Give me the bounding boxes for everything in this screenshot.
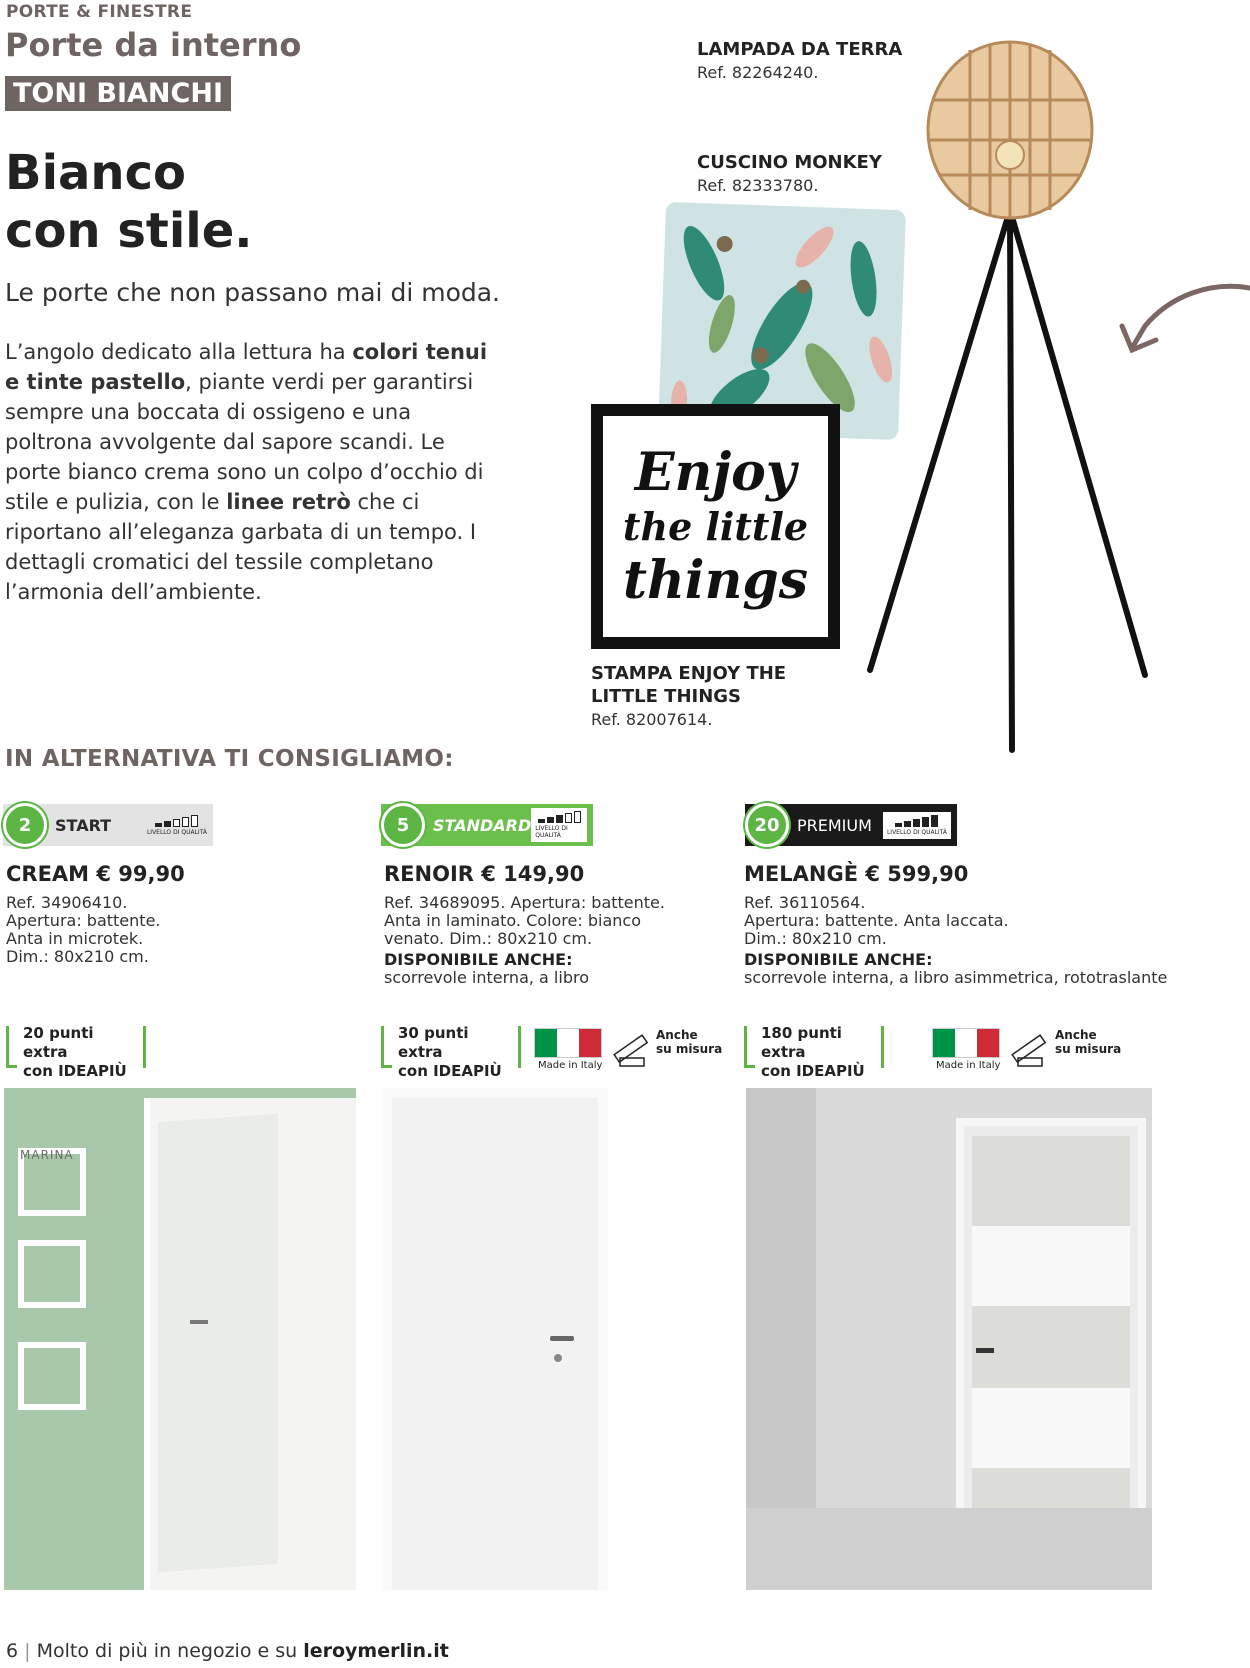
tier-badge-start (3, 804, 213, 846)
category-label: PORTE & FINESTRE (6, 2, 193, 22)
door-specs (744, 894, 1167, 987)
also-available-text: scorrevole interna, a libro asimmetrica, rototraslante (744, 968, 1168, 987)
body-bold-2: linee retrò (226, 490, 351, 514)
custom-size-l2: su misura (1055, 1042, 1122, 1056)
body-bold-1: colori tenui e tinte pastello (5, 340, 488, 394)
print-art-2: the little (622, 503, 809, 549)
quality-bar (895, 823, 902, 827)
tier-label: STANDARD (433, 815, 532, 835)
custom-size-label (1055, 1028, 1121, 1056)
quality-bar (922, 817, 929, 827)
door-info-cream (6, 862, 185, 966)
body-part-1: L’angolo dedicato alla lettura ha (5, 340, 353, 364)
points-line-1: 30 punti extra (398, 1024, 469, 1061)
door-frame (382, 1088, 608, 1590)
footer-text: Molto di più in negozio e su (36, 1640, 304, 1662)
spec-line: Ref. 34689095. Apertura: battente. (384, 893, 665, 912)
ruler-icon (612, 1030, 650, 1068)
page-title: Porte da interno (5, 26, 302, 64)
shelf-label: MARINA (20, 1148, 74, 1162)
made-in-italy: Made in Italy (936, 1060, 1001, 1071)
made-in-italy: Made in Italy (538, 1060, 603, 1071)
subheadline: Le porte che non passano mai di moda. (5, 278, 500, 307)
points-badge (6, 1024, 146, 1080)
body-text (5, 337, 495, 607)
spec-line: Ref. 34906410. (6, 893, 128, 912)
custom-size-l1: Anche (656, 1028, 698, 1042)
spec-line: Apertura: battente. Anta laccata. (744, 911, 1009, 930)
lamp-ref: Ref. 82264240. (697, 63, 819, 82)
door-photo-melange (746, 1088, 1152, 1590)
door-lock-icon (554, 1354, 562, 1362)
tier-label: START (55, 815, 112, 835)
tier-label: PREMIUM (797, 815, 872, 835)
quality-bar (931, 815, 938, 827)
quality-bar (556, 815, 563, 823)
print-art-1: Enjoy (634, 441, 797, 503)
quality-bar (164, 821, 171, 827)
quality-bar (565, 813, 572, 823)
door-price: MELANGÈ € 599,90 (744, 862, 969, 886)
body-part-3: che ci riportano all’eleganza garbata di un tempo. I dettagli cromatici del tessile completano l’armonia dell’ambiente. (5, 490, 477, 604)
points-badge (381, 1024, 521, 1080)
door-handle-icon (190, 1320, 208, 1324)
door-info-renoir (384, 862, 665, 987)
arrow-icon (1100, 276, 1250, 366)
print-label (591, 662, 786, 729)
alternatives-title: IN ALTERNATIVA TI CONSIGLIAMO: (5, 746, 454, 772)
spec-line: venato. Dim.: 80x210 cm. (384, 929, 593, 948)
door-price: CREAM € 99,90 (6, 862, 185, 886)
door-info-melange (744, 862, 1167, 987)
print-artwork (603, 416, 828, 637)
also-available-label: DISPONIBILE ANCHE: (384, 950, 573, 969)
custom-size-l2: su misura (656, 1042, 723, 1056)
tier-badge-premium (745, 804, 957, 846)
also-available-label: DISPONIBILE ANCHE: (744, 950, 933, 969)
quality-caption: LIVELLO DI QUALITÀ (535, 825, 568, 839)
print-ref: Ref. 82007614. (591, 710, 713, 729)
quality-caption: LIVELLO DI QUALITÀ (886, 828, 947, 836)
spec-line: Ref. 36110564. (744, 893, 866, 912)
points-line-2: con IDEAPIÙ (761, 1062, 865, 1080)
page-number: 6 (6, 1640, 19, 1662)
wall-shelf (18, 1342, 86, 1410)
points-line-2: con IDEAPIÙ (23, 1062, 127, 1080)
footer: 6 | Molto di più in negozio e su leroymerlin.it (6, 1640, 449, 1662)
door-glass-stripe (972, 1388, 1130, 1468)
spec-line: Dim.: 80x210 cm. (744, 929, 887, 948)
warranty-seal: 2 (3, 803, 47, 847)
quality-level-bars (531, 808, 587, 842)
quality-bar (191, 815, 198, 827)
custom-size-label (656, 1028, 722, 1056)
points-line-1: 20 punti extra (23, 1024, 94, 1061)
body-part-2: , piante verdi per garantirsi sempre una boccata di ossigeno e una poltrona avvolgente dal sapore scandi. Le porte bianco crema sono un colpo d’occhio di stile e pulizia, con le (5, 370, 484, 514)
spec-line: Dim.: 80x210 cm. (6, 947, 149, 966)
headline-line-2: con stile. (5, 203, 253, 259)
points-line-1: 180 punti extra (761, 1024, 842, 1061)
quality-bar (574, 811, 581, 823)
spec-line: Apertura: battente. (6, 911, 161, 930)
door-handle-icon (550, 1336, 574, 1341)
quality-level-bars (147, 815, 207, 836)
door-panel (158, 1114, 278, 1572)
also-available-text: scorrevole interna, a libro (384, 968, 589, 987)
door-photo-renoir (382, 1088, 608, 1590)
italy-flag-icon (534, 1028, 602, 1058)
quality-bar (904, 821, 911, 827)
section-tag: TONI BIANCHI (5, 76, 231, 111)
door-handle-icon (976, 1348, 994, 1353)
door-photo-cream (4, 1088, 356, 1590)
warranty-seal: 5 (381, 803, 425, 847)
cushion-label (697, 151, 882, 195)
quality-caption: LIVELLO DI QUALITÀ (146, 828, 207, 836)
door-glass-stripe (972, 1226, 1130, 1306)
quality-bar (538, 819, 545, 823)
quality-bar (173, 819, 180, 827)
door-price: RENOIR € 149,90 (384, 862, 585, 886)
footer-site-link[interactable]: leroymerlin.it (303, 1640, 449, 1662)
cushion-ref: Ref. 82333780. (697, 176, 819, 195)
spec-line: Anta in microtek. (6, 929, 144, 948)
cushion-name: CUSCINO MONKEY (697, 152, 882, 173)
ruler-icon (1010, 1030, 1048, 1068)
tier-badge-standard (381, 804, 593, 846)
points-line-2: con IDEAPIÙ (398, 1062, 502, 1080)
quality-bar (155, 823, 162, 827)
door-specs (6, 894, 185, 966)
headline (5, 144, 253, 260)
headline-line-1: Bianco (5, 145, 187, 201)
floor-lamp-icon (860, 30, 1170, 760)
quality-bar (182, 817, 189, 827)
door-specs (384, 894, 665, 987)
custom-size-l1: Anche (1055, 1028, 1097, 1042)
print-art-3: things (622, 549, 809, 611)
italy-flag-icon (932, 1028, 1000, 1058)
print-name-1: STAMPA ENJOY THE (591, 663, 787, 684)
lamp-name: LAMPADA DA TERRA (697, 39, 903, 60)
warranty-seal: 20 (745, 803, 789, 847)
print-name-2: LITTLE THINGS (591, 686, 742, 707)
floor (746, 1508, 1152, 1590)
quality-bar (547, 817, 554, 823)
quality-level-bars (883, 812, 951, 839)
wall-shelf (18, 1240, 86, 1308)
quality-bar (913, 819, 920, 827)
points-badge (744, 1024, 884, 1080)
spec-line: Anta in laminato. Colore: bianco (384, 911, 641, 930)
framed-print (591, 404, 840, 649)
